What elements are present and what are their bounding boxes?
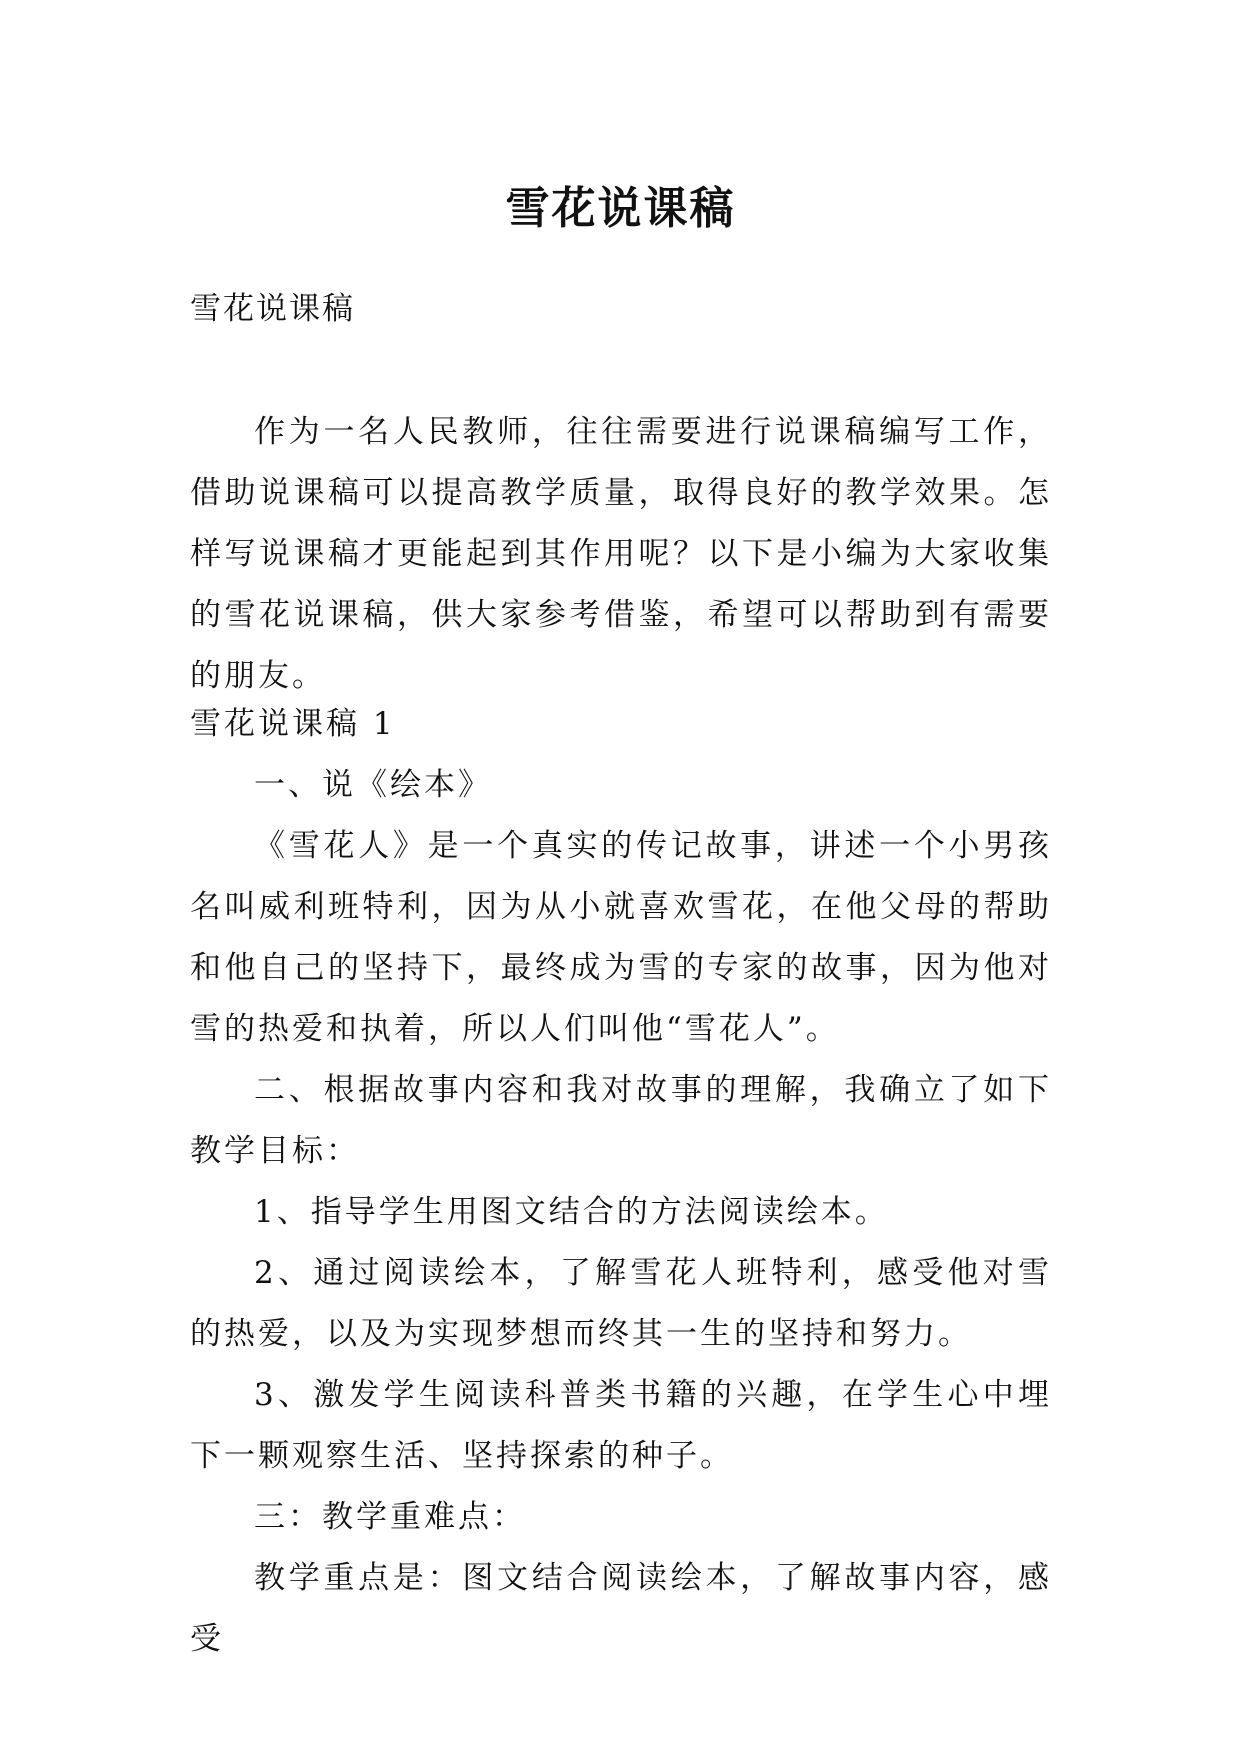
section-paragraph-5: 2、通过阅读绘本，了解雪花人班特利，感受他对雪的热爱，以及为实现梦想而终其一生的坚持和努力。 bbox=[190, 1255, 1052, 1352]
section-heading: 雪花说课稿 1 bbox=[190, 706, 396, 742]
document-title: 雪花说课稿 bbox=[505, 183, 736, 235]
section-paragraph-7: 三：教学重难点： bbox=[254, 1499, 526, 1535]
section-paragraph-8: 教学重点是：图文结合阅读绘本，了解故事内容，感受 bbox=[190, 1560, 1052, 1657]
section-paragraph-4: 1、指导学生用图文结合的方法阅读绘本。 bbox=[254, 1194, 889, 1230]
section-paragraph-6: 3、激发学生阅读科普类书籍的兴趣，在学生心中埋下一颗观察生活、坚持探索的种子。 bbox=[190, 1377, 1052, 1474]
intro-paragraph: 作为一名人民教师，往往需要进行说课稿编写工作，借助说课稿可以提高教学质量，取得良好的教学效果。怎样写说课稿才更能起到其作用呢？以下是小编为大家收集的雪花说课稿，供大家参考借鉴，希望可以帮助到有需要的朋友。 bbox=[190, 414, 1052, 694]
section-paragraph-1: 一、说《绘本》 bbox=[254, 767, 492, 803]
document-subtitle: 雪花说课稿 bbox=[190, 291, 355, 327]
section-paragraph-3: 二、根据故事内容和我对故事的理解，我确立了如下教学目标： bbox=[190, 1072, 1052, 1169]
intro-block bbox=[190, 402, 1052, 707]
section-1 bbox=[190, 694, 1052, 1670]
section-paragraph-2: 《雪花人》是一个真实的传记故事，讲述一个小男孩名叫威利班特利，因为从小就喜欢雪花，在他父母的帮助和他自己的坚持下，最终成为雪的专家的故事，因为他对雪的热爱和执着，所以人们叫他“雪花人”。 bbox=[190, 828, 1052, 1047]
